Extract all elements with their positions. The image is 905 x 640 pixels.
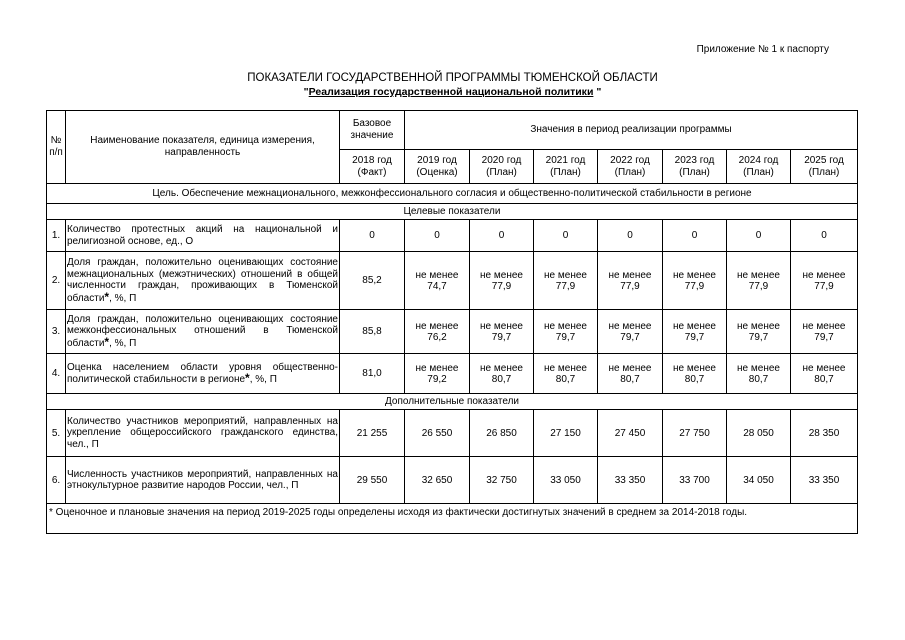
indicator-unit: , %, П [249, 374, 277, 385]
value-cell: 28 050 [727, 410, 791, 457]
indicator-name [66, 354, 340, 394]
goal-row [47, 184, 858, 204]
value-cell: не менее 79,7 [791, 310, 858, 354]
value-cell: не менее 79,7 [534, 310, 598, 354]
value-cell: 0 [598, 220, 663, 252]
document-title [0, 71, 905, 99]
value-cell: 27 150 [534, 410, 598, 457]
value-cell: 32 650 [405, 457, 470, 504]
table-row [47, 252, 858, 310]
value-cell: 85,8 [340, 310, 405, 354]
indicator-name-text: Оценка населением области уровня общественно-политической стабильности в регионе [67, 361, 338, 385]
value-cell: не менее 80,7 [470, 354, 534, 394]
value-cell: не менее 79,7 [663, 310, 727, 354]
indicator-unit: , %, П [109, 292, 137, 304]
value-cell: 26 850 [470, 410, 534, 457]
value-cell: 32 750 [470, 457, 534, 504]
value-cell: 29 550 [340, 457, 405, 504]
indicator-name: Численность участников мероприятий, направленных на этнокультурное развитие народов России, чел., П [66, 457, 340, 504]
value-cell: 33 050 [534, 457, 598, 504]
section-additional-title: Дополнительные показатели [47, 394, 858, 410]
value-cell: 0 [791, 220, 858, 252]
row-number: 1. [47, 220, 66, 252]
footnote-star: * [245, 371, 250, 385]
value-cell: 81,0 [340, 354, 405, 394]
value-cell: не менее 79,7 [470, 310, 534, 354]
header-year: 2023 год (План) [663, 150, 727, 184]
value-cell: не менее 79,2 [405, 354, 470, 394]
value-cell: не менее 77,9 [727, 252, 791, 310]
table-row [47, 410, 858, 457]
header-base: Базовое значение [340, 111, 405, 150]
value-cell: 85,2 [340, 252, 405, 310]
value-cell: 0 [663, 220, 727, 252]
goal-text: Цель. Обеспечение межнационального, межконфессионального согласия и общественно-политической стабильности в регионе [47, 184, 858, 204]
table-row [47, 354, 858, 394]
value-cell: не менее 77,9 [534, 252, 598, 310]
indicator-name: Количество участников мероприятий, направленных на укрепление общероссийского гражданского единства, чел., П [66, 410, 340, 457]
subtitle-text: Реализация государственной национальной политики [308, 86, 594, 98]
value-cell: не менее 80,7 [534, 354, 598, 394]
value-cell: не менее 80,7 [598, 354, 663, 394]
value-cell: 26 550 [405, 410, 470, 457]
indicator-unit: , %, П [109, 337, 137, 349]
row-number: 5. [47, 410, 66, 457]
header-year: 2025 год (План) [791, 150, 858, 184]
row-number: 6. [47, 457, 66, 504]
value-cell: 27 450 [598, 410, 663, 457]
header-year: 2018 год (Факт) [340, 150, 405, 184]
subtitle-quote-open: " [303, 86, 309, 98]
value-cell: не менее 77,9 [791, 252, 858, 310]
value-cell: 33 700 [663, 457, 727, 504]
header-year: 2024 год (План) [727, 150, 791, 184]
value-cell: не менее 77,9 [470, 252, 534, 310]
row-number: 2. [47, 252, 66, 310]
indicator-name-text: Доля граждан, положительно оценивающих состояние межконфессиональных отношений в Тюменской области [67, 313, 338, 349]
value-cell: 0 [405, 220, 470, 252]
header-period: Значения в период реализации программы [405, 111, 858, 150]
table-row [47, 220, 858, 252]
value-cell: не менее 80,7 [727, 354, 791, 394]
value-cell: не менее 79,7 [598, 310, 663, 354]
annex-note: Приложение № 1 к паспорту [696, 44, 829, 55]
section-row-additional [47, 394, 858, 410]
footnote-star: * [104, 334, 110, 349]
header-row-1 [47, 111, 858, 150]
value-cell: 34 050 [727, 457, 791, 504]
header-year: 2022 год (План) [598, 150, 663, 184]
value-cell: не менее 77,9 [663, 252, 727, 310]
value-cell: 0 [470, 220, 534, 252]
indicator-name [66, 220, 340, 252]
value-cell: 0 [534, 220, 598, 252]
header-year: 2020 год (План) [470, 150, 534, 184]
indicator-name [66, 310, 340, 354]
value-cell: 27 750 [663, 410, 727, 457]
header-num: № п/п [47, 111, 66, 184]
value-cell: 28 350 [791, 410, 858, 457]
value-cell: не менее 76,2 [405, 310, 470, 354]
section-row-target [47, 204, 858, 220]
indicator-name [66, 252, 340, 310]
row-number: 3. [47, 310, 66, 354]
table-row [47, 310, 858, 354]
indicators-table [46, 110, 858, 534]
value-cell: не менее 74,7 [405, 252, 470, 310]
value-cell: не менее 80,7 [791, 354, 858, 394]
value-cell: 0 [340, 220, 405, 252]
footnote-star: * [104, 289, 110, 304]
subtitle-line [0, 85, 905, 99]
title-line: ПОКАЗАТЕЛИ ГОСУДАРСТВЕННОЙ ПРОГРАММЫ ТЮМЕНСКОЙ ОБЛАСТИ [247, 72, 658, 84]
footnote-text: * Оценочное и плановые значения на период 2019-2025 годы определены исходя из фактически достигнутых значений в среднем за 2014-2018 годы. [47, 504, 858, 534]
value-cell: не менее 79,7 [727, 310, 791, 354]
table-row [47, 457, 858, 504]
row-number: 4. [47, 354, 66, 394]
header-year: 2019 год (Оценка) [405, 150, 470, 184]
value-cell: 0 [727, 220, 791, 252]
value-cell: 33 350 [791, 457, 858, 504]
subtitle-quote-close: " [593, 86, 602, 98]
value-cell: не менее 80,7 [663, 354, 727, 394]
indicator-name-text: Доля граждан, положительно оценивающих состояние межнациональных (межэтнических) отношений в общей численности граждан, проживающих в Тюменской области [67, 257, 338, 304]
section-target-title: Целевые показатели [47, 204, 858, 220]
value-cell: не менее 77,9 [598, 252, 663, 310]
value-cell: 33 350 [598, 457, 663, 504]
header-name: Наименование показателя, единица измерения, направленность [66, 111, 340, 184]
indicator-name-text: Количество протестных акций на национальной и религиозной основе, ед., О [67, 224, 338, 247]
header-year: 2021 год (План) [534, 150, 598, 184]
value-cell: 21 255 [340, 410, 405, 457]
footnote-row [47, 504, 858, 534]
